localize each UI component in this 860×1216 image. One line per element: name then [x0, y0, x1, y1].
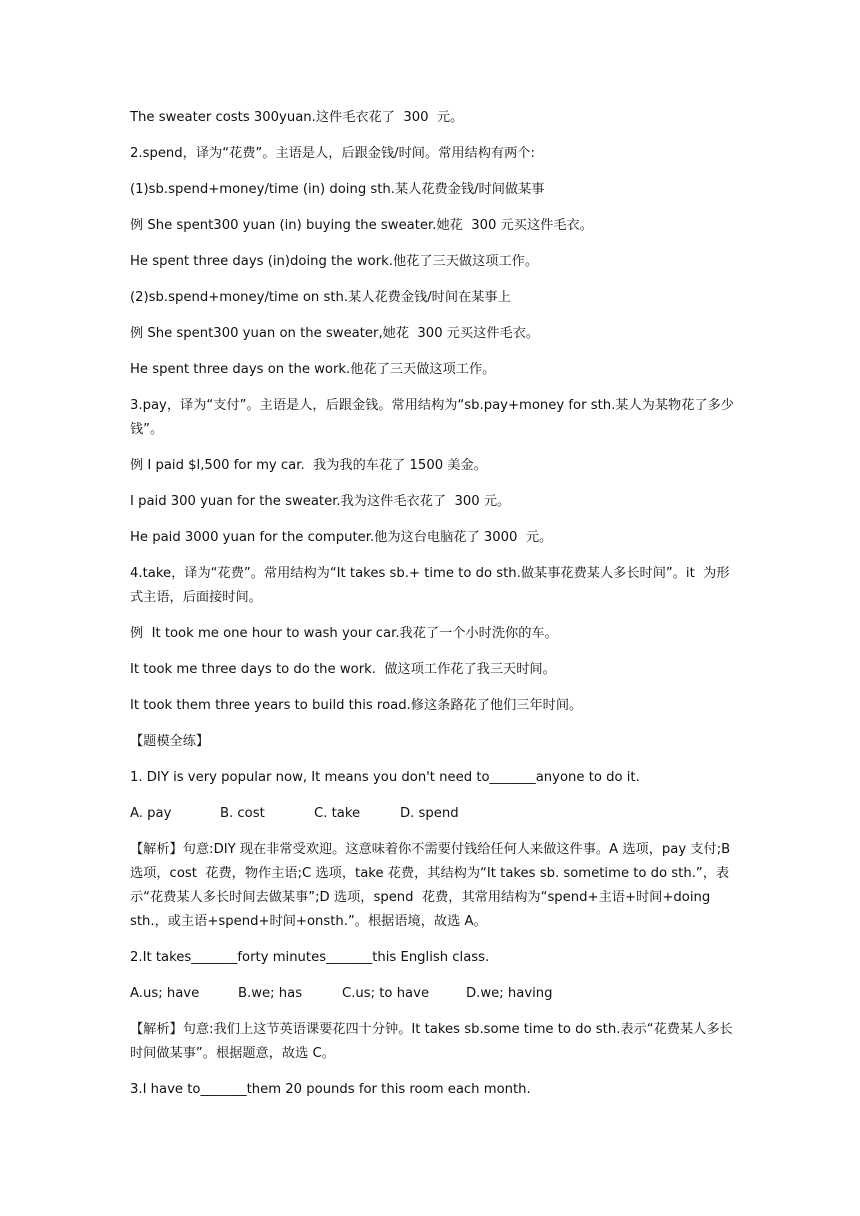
line-pay-example-1: 例 I paid $l,500 for my car. 我为我的车花了 1500 美金。 — [130, 458, 487, 473]
question-1-options — [130, 802, 735, 826]
question-1-analysis: 【解析】句意:DIY 现在非常受欢迎。这意味着你不需要付钱给任何人来做这件事。A 选项，pay 支付;B 选项，cost 花费，物作主语;C 选项，take 花费，其结构为“It takes sb. sometime to do sth.”，表示“花费某人多长时间去做某事”;D 选项，spend 花费，其常用结构为“spend+主语+时间+doing sth.，或主语+spend+时间+onsth.”。根据语境，故选 A。 — [130, 842, 735, 929]
line-spend-structure-1: (1)sb.spend+money/time (in) doing sth.某人花费金钱/时间做某事 — [130, 182, 545, 197]
question-1-option-b: B. cost — [220, 806, 265, 821]
question-2-analysis: 【解析】句意:我们上这节英语课要花四十分钟。It takes sb.some time to do sth.表示“花费某人多长时间做某事”。根据题意，故选 C。 — [130, 1022, 733, 1061]
line-spend-heading: 2.spend，译为“花费”。主语是人，后跟金钱/时间。常用结构有两个: — [130, 146, 535, 161]
question-1-stem: 1. DIY is very popular now, It means you don't need to_______anyone to do it. — [130, 770, 640, 785]
section-title-practice: 【题模全练】 — [130, 734, 210, 749]
document-page — [130, 0, 735, 1114]
line-take-example-1: 例 It took me one hour to wash your car.我花了一个小时洗你的车。 — [130, 626, 558, 641]
line-take-heading: 4.take，译为“花费”。常用结构为“It takes sb.+ time to do sth.做某事花费某人多长时间”。it 为形式主语，后面接时间。 — [130, 566, 730, 605]
line-pay-heading: 3.pay，译为“支付”。主语是人，后跟金钱。常用结构为“sb.pay+money for sth.某人为某物花了多少钱”。 — [130, 398, 734, 437]
line-spend-example-3: 例 She spent300 yuan on the sweater,她花 300 元买这件毛衣。 — [130, 326, 540, 341]
line-pay-example-2: I paid 300 yuan for the sweater.我为这件毛衣花了 300 元。 — [130, 494, 511, 509]
line-cost-example: The sweater costs 300yuan.这件毛衣花了 300 元。 — [130, 110, 464, 125]
question-1-option-a: A. pay — [130, 806, 172, 821]
question-2-options — [130, 982, 735, 1006]
line-spend-structure-2: (2)sb.spend+money/time on sth.某人花费金钱/时间在某事上 — [130, 290, 511, 305]
question-2-option-a: A.us; have — [130, 986, 200, 1001]
question-2-stem: 2.It takes_______forty minutes_______this English class. — [130, 950, 490, 965]
question-3-stem: 3.I have to_______them 20 pounds for this room each month. — [130, 1082, 531, 1097]
line-take-example-2: It took me three days to do the work. 做这项工作花了我三天时间。 — [130, 662, 556, 677]
question-1-option-c: C. take — [314, 806, 361, 821]
question-1-option-d: D. spend — [400, 806, 459, 821]
line-spend-example-1: 例 She spent300 yuan (in) buying the sweater.她花 300 元买这件毛衣。 — [130, 218, 593, 233]
question-2-option-b: B.we; has — [238, 986, 303, 1001]
line-spend-example-2: He spent three days (in)doing the work.他花了三天做这项工作。 — [130, 254, 539, 269]
line-spend-example-4: He spent three days on the work.他花了三天做这项工作。 — [130, 362, 496, 377]
line-pay-example-3: He paid 3000 yuan for the computer.他为这台电脑花了 3000 元。 — [130, 530, 553, 545]
line-take-example-3: It took them three years to build this road.修这条路花了他们三年时间。 — [130, 698, 583, 713]
question-2-option-c: C.us; to have — [342, 986, 430, 1001]
question-2-option-d: D.we; having — [466, 986, 553, 1001]
